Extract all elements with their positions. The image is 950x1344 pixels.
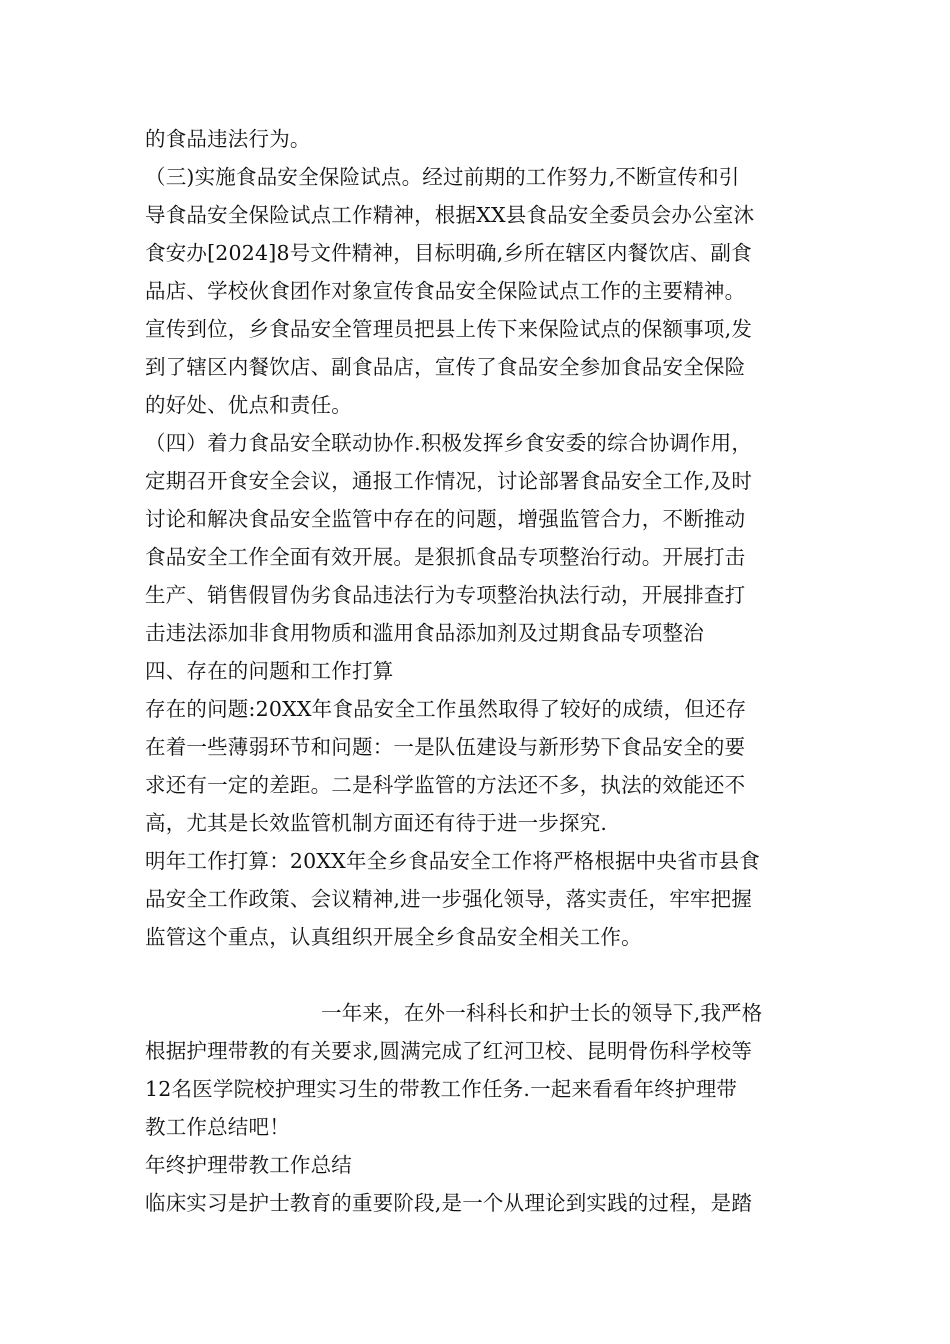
text-line: 生产、销售假冒伪劣食品违法行为专项整治执法行动，开展排查打 [145, 583, 746, 607]
text-line: 教工作总结吧！ [145, 1115, 290, 1139]
text-line: （三)实施食品安全保险试点。经过前期的工作努力,不断宣传和引 [145, 165, 740, 189]
text-line: 求还有一定的差距。二是科学监管的方法还不多，执法的效能还不 [145, 773, 746, 797]
text-line: 品店、学校伙食团作对象宣传食品安全保险试点工作的主要精神。 [145, 279, 746, 303]
text-line: 导食品安全保险试点工作精神，根据XX县食品安全委员会办公室沐 [145, 203, 755, 227]
text-line: 击违法添加非食用物质和滥用食品添加剂及过期食品专项整治 [145, 621, 704, 645]
text-line: 临床实习是护士教育的重要阶段,是一个从理论到实践的过程，是踏 [145, 1191, 753, 1215]
text-line: 的食品违法行为。 [145, 127, 311, 151]
text-line: 监管这个重点，认真组织开展全乡食品安全相关工作。 [145, 925, 642, 949]
document-body [145, 120, 805, 1222]
text-line: 高，尤其是长效监管机制方面还有待于进一步探究. [145, 811, 608, 835]
text-line: 在着一些薄弱环节和问题：一是队伍建设与新形势下食品安全的要 [145, 735, 746, 759]
section-heading: 年终护理带教工作总结 [145, 1153, 352, 1177]
text-line: 宣传到位，乡食品安全管理员把县上传下来保险试点的保额事项,发 [145, 317, 753, 341]
text-line: 明年工作打算：20XX年全乡食品安全工作将严格根据中央省市县食 [145, 849, 760, 873]
text-line: 到了辖区内餐饮店、副食品店，宣传了食品安全参加食品安全保险 [145, 355, 746, 379]
text-line: 一年来，在外一科科长和护士长的领导下,我严格 [321, 1001, 763, 1025]
text-line: 12名医学院校护理实习生的带教工作任务.一起来看看年终护理带 [145, 1077, 738, 1101]
text-line: 根据护理带教的有关要求,圆满完成了红河卫校、昆明骨伤科学校等 [145, 1039, 753, 1063]
text-line: 讨论和解决食品安全监管中存在的问题，增强监管合力，不断推动 [145, 507, 746, 531]
paragraph-gap [145, 956, 805, 994]
text-line: 食品安全工作全面有效开展。是狠抓食品专项整治行动。开展打击 [145, 545, 746, 569]
text-line: 食安办[2024]8号文件精神，目标明确,乡所在辖区内餐饮店、副食 [145, 241, 752, 265]
section-heading: 四、存在的问题和工作打算 [145, 659, 394, 683]
text-line: （四）着力食品安全联动协作.积极发挥乡食安委的综合协调作用， [145, 431, 753, 455]
text-line: 品安全工作政策、会议精神,进一步强化领导，落实责任，牢牢把握 [145, 887, 753, 911]
text-line: 存在的问题:20XX年食品安全工作虽然取得了较好的成绩，但还存 [145, 697, 747, 721]
text-line: 的好处、优点和责任。 [145, 393, 352, 417]
text-line: 定期召开食安全会议，通报工作情况，讨论部署食品安全工作,及时 [145, 469, 753, 493]
